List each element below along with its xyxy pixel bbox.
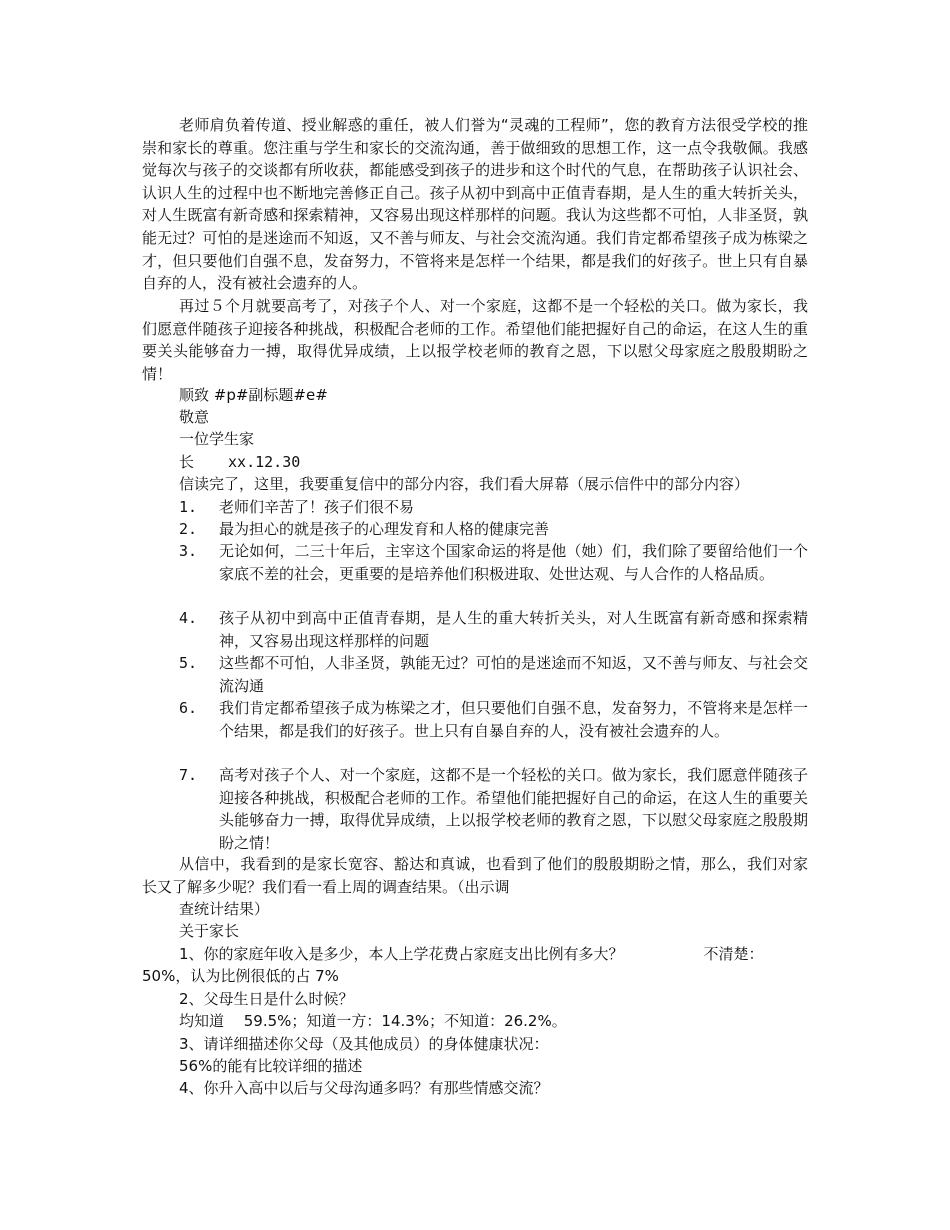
list-number: 2. (179, 520, 198, 538)
letter-paragraph-2: 再过５个月就要高考了，对孩子个人、对一个家庭，这都不是一个轻松的关口。做为家长，我们愿意伴随孩子迎接各种挑战，积极配合老师的工作。希望他们能把握好自己的命运，在这人生的重要关头能够奋力一搏，取得优异成绩，上以报学校老师的教育之恩，下以慰父母家庭之殷殷期盼之情！ (142, 297, 808, 383)
question-1-text: 1、你的家庭年收入是多少，本人上学花费占家庭支出比例有多大？ (179, 945, 624, 963)
list-text: 无论如何，二三十年后，主宰这个国家命运的将是他（她）们，我们除了要留给他们一个家底不差的社会，更重要的是培养他们积极进取、处世达观、与人合作的人格品质。 (219, 542, 808, 583)
letter-signature-line2 (179, 451, 300, 473)
question-3: 3、请详细描述你父母（及其他成员）的身体健康状况： (179, 1035, 549, 1053)
letter-paragraph-1: 老师肩负着传道、授业解惑的重任，被人们誉为“灵魂的工程师”，您的教育方法很受学校的推崇和家长的尊重。您注重与学生和家长的交流沟通，善于做细致的思想工作，这一点令我敬佩。我感觉每次与孩子的交谈都有所收获，都能感受到孩子的进步和这个时代的气息，在帮助孩子认识社会、认识人生的过程中也不断地完善修正自己。孩子从初中到高中正值青春期，是人生的重大转折关头，对人生既富有新奇感和探索精神，又容易出现这样那样的问题。我认为这些都不可怕，人非圣贤，孰能无过？可怕的是迷途而不知返，又不善与师友、与社会交流沟通。我们肯定都希望孩子成为栋梁之才，但只要他们自强不息，发奋努力，不管将来是怎样一个结果，都是我们的好孩子。世上只有自暴自弃的人，没有被社会遗弃的人。 (142, 116, 808, 293)
list-text: 孩子从初中到高中正值青春期，是人生的重大转折关头，对人生既富有新奇感和探索精神，又容易出现这样那样的问题 (219, 609, 808, 650)
question-1-answer-a: 不清楚： (703, 945, 764, 963)
after-paragraph-end: 查统计结果） (179, 900, 270, 918)
question-4: 4、你升入高中以后与父母沟通多吗？有那些情感交流？ (179, 1079, 549, 1097)
list-item (179, 607, 808, 652)
list-item (179, 652, 808, 697)
list-item (179, 697, 808, 742)
question-3-answer: 56%的能有比较详细的描述 (179, 1057, 363, 1075)
section-heading: 关于家长 (179, 922, 240, 940)
letter-date: xx.12.30 (228, 453, 301, 471)
letter-signature-line1: 一位学生家 (179, 430, 255, 448)
list-number: 1. (179, 498, 198, 516)
list-text: 这些都不可怕，人非圣贤，孰能无过？可怕的是迷途而不知返，又不善与师友、与社会交流沟通 (219, 654, 808, 695)
list-number: 4. (179, 609, 198, 627)
signature-end: 长 (179, 453, 195, 471)
list-number: 5. (179, 654, 198, 672)
list-item (179, 540, 808, 585)
question-2: 2、父母生日是什么时候？ (179, 990, 354, 1008)
question-1 (179, 943, 764, 965)
intro-line: 信读完了，这里，我要重复信中的部分内容，我们看大屏幕（展示信件中的部分内容） (179, 475, 750, 493)
list-text: 高考对孩子个人、对一个家庭，这都不是一个轻松的关口。做为家长，我们愿意伴随孩子迎接各种挑战，积极配合老师的工作。希望他们能把握好自己的命运，在这人生的重要关头能够奋力一搏，取得优异成绩，上以报学校老师的教育之恩，下以慰父母家庭之殷殷期盼之情！ (219, 766, 808, 852)
list-text: 最为担心的就是孩子的心理发育和人格的健康完善 (219, 520, 550, 538)
list-number: 6. (179, 699, 198, 717)
question-2-answer: 均知道 59.5%；知道一方：14.3%；不知道：26.2%。 (179, 1012, 567, 1030)
list-item (179, 518, 808, 541)
list-number: 3. (179, 542, 198, 560)
list-text: 我们肯定都希望孩子成为栋梁之才，但只要他们自强不息，发奋努力，不管将来是怎样一个结果，都是我们的好孩子。世上只有自暴自弃的人，没有被社会遗弃的人。 (219, 699, 808, 740)
letter-closing: 顺致 #p#副标题#e# (179, 386, 328, 404)
letter-regards: 敬意 (179, 408, 210, 426)
list-text: 老师们辛苦了！孩子们很不易 (219, 498, 415, 516)
question-1-answer-b: 50%，认为比例很低的占 7% (142, 967, 339, 985)
list-item (179, 496, 808, 519)
list-number: 7. (179, 766, 198, 784)
after-paragraph: 从信中，我看到的是家长宽容、豁达和真诚，也看到了他们的殷殷期盼之情，那么，我们对家长又了解多少呢？我们看一看上周的调查结果。（出示调 (142, 855, 808, 896)
list-item (179, 764, 808, 854)
